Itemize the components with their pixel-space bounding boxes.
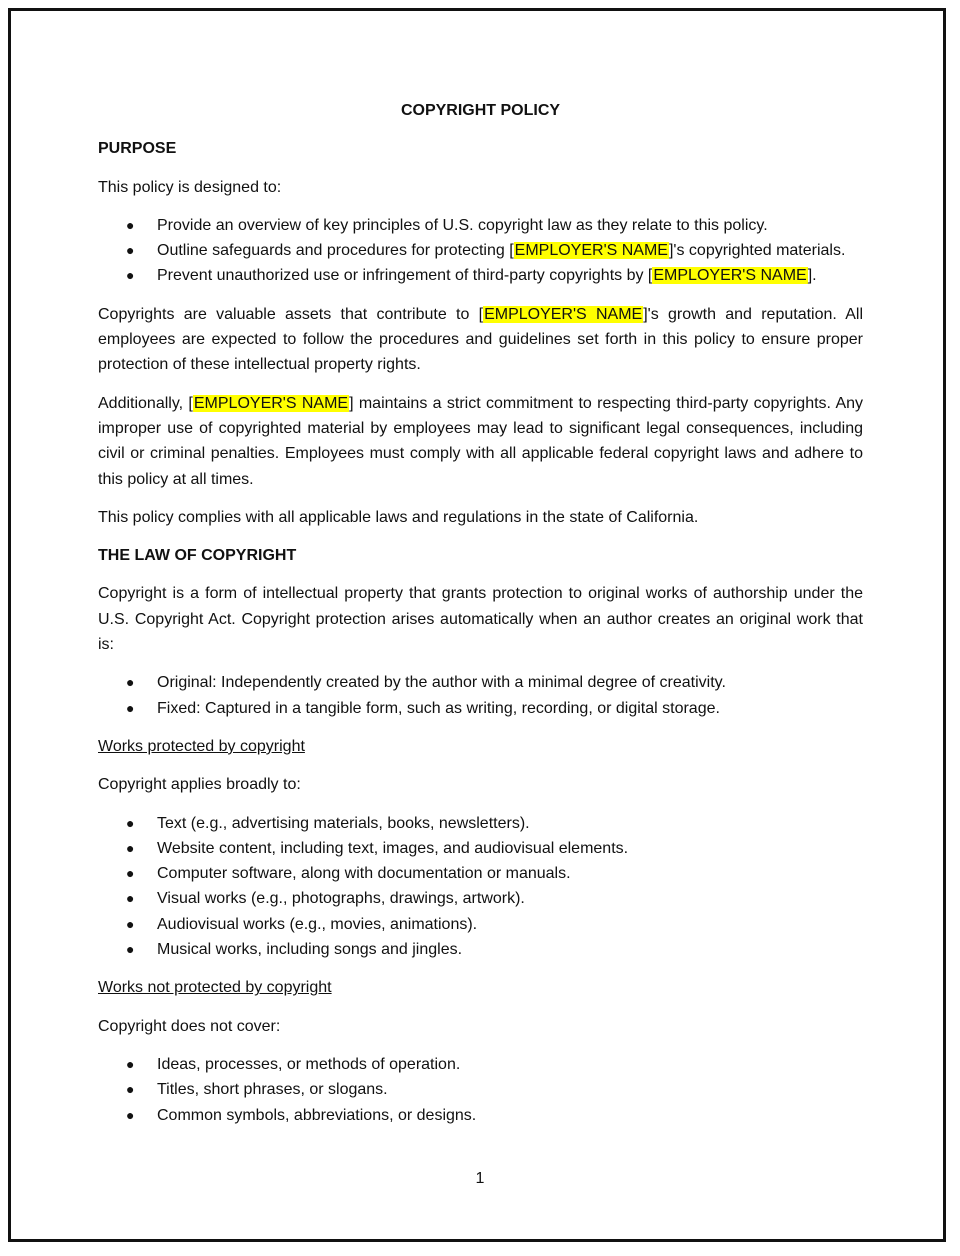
list-item-text: ].	[807, 267, 817, 285]
law-bullet-list	[98, 670, 863, 721]
bullet-icon: ●	[126, 915, 135, 932]
list-item	[98, 1103, 863, 1128]
list-item	[98, 670, 863, 695]
paragraph-text: Additionally, [	[98, 394, 193, 412]
purpose-paragraph-assets	[98, 302, 863, 378]
employer-name-placeholder: EMPLOYER'S NAME	[653, 267, 807, 285]
list-item-text: Text (e.g., advertising materials, books, newsletters).	[157, 814, 530, 832]
bullet-icon: ●	[126, 1081, 135, 1098]
paragraph-text: ]'s growth and reputation. All employees are expected to follow the procedures and guidelines set forth in this policy to ensure proper protection of these intellectual property rights.	[98, 305, 863, 374]
bullet-icon: ●	[126, 865, 135, 882]
list-item	[98, 861, 863, 886]
employer-name-placeholder: EMPLOYER'S NAME	[193, 394, 349, 412]
list-item-text: Common symbols, abbreviations, or designs.	[157, 1106, 477, 1124]
list-item-text: Musical works, including songs and jingles.	[157, 941, 463, 959]
list-item-text: Audiovisual works (e.g., movies, animations).	[157, 915, 478, 933]
list-item-text: Visual works (e.g., photographs, drawings, artwork).	[157, 890, 525, 908]
bullet-icon: ●	[126, 890, 135, 907]
paragraph-text: ] maintains a strict commitment to respecting third-party copyrights. Any improper use of copyrighted material by employees may lead to significant legal consequences, including civil or criminal penalties. Employees must comply with all applicable federal copyright laws and adhere to this policy at all times.	[98, 394, 864, 488]
list-item-text: Ideas, processes, or methods of operation.	[157, 1055, 461, 1073]
purpose-paragraph-compliance: This policy complies with all applicable laws and regulations in the state of California.	[98, 508, 699, 526]
document-body	[98, 98, 863, 1141]
list-item	[98, 912, 863, 937]
purpose-bullet-list	[98, 213, 863, 289]
paragraph-text: Copyrights are valuable assets that contribute to [	[98, 305, 484, 323]
not-protected-works-heading: Works not protected by copyright	[98, 979, 332, 997]
bullet-icon: ●	[126, 839, 135, 856]
list-item-text: ]'s copyrighted materials.	[668, 242, 846, 260]
bullet-icon: ●	[126, 674, 135, 691]
purpose-paragraph-commitment	[98, 391, 863, 492]
document-title: COPYRIGHT POLICY	[400, 102, 561, 119]
not-protected-works-intro: Copyright does not cover:	[98, 1017, 281, 1035]
list-item-text: Computer software, along with documentation or manuals.	[157, 865, 571, 883]
list-item	[98, 836, 863, 861]
list-item-text: Outline safeguards and procedures for protecting [	[157, 242, 514, 260]
list-item	[98, 811, 863, 836]
bullet-icon: ●	[126, 1055, 135, 1072]
employer-name-placeholder: EMPLOYER'S NAME	[484, 305, 643, 323]
employer-name-placeholder: EMPLOYER'S NAME	[514, 242, 668, 260]
list-item	[98, 213, 863, 238]
list-item	[98, 1077, 863, 1102]
protected-works-intro: Copyright applies broadly to:	[98, 776, 301, 794]
list-item-text: Prevent unauthorized use or infringement of third-party copyrights by [	[157, 267, 653, 285]
bullet-icon: ●	[126, 242, 135, 259]
bullet-icon: ●	[126, 1106, 135, 1123]
list-item	[98, 1052, 863, 1077]
protected-works-list	[98, 811, 863, 963]
list-item	[98, 263, 863, 288]
list-item-text: Fixed: Captured in a tangible form, such as writing, recording, or digital storage.	[157, 699, 720, 717]
bullet-icon: ●	[126, 699, 135, 716]
bullet-icon: ●	[126, 941, 135, 958]
list-item	[98, 696, 863, 721]
list-item	[98, 937, 863, 962]
list-item-text: Titles, short phrases, or slogans.	[157, 1081, 388, 1099]
list-item	[98, 886, 863, 911]
law-paragraph: Copyright is a form of intellectual property that grants protection to original works of authorship under the U.S. Copyright Act. Copyright protection arises automatically when an author creates an original work that is:	[98, 585, 863, 654]
page-number: 1	[475, 1170, 485, 1187]
purpose-heading: PURPOSE	[98, 140, 177, 158]
bullet-icon: ●	[126, 267, 135, 284]
purpose-intro: This policy is designed to:	[98, 178, 282, 196]
list-item-text: Website content, including text, images, and audiovisual elements.	[157, 839, 629, 857]
not-protected-works-list	[98, 1052, 863, 1128]
list-item-text: Original: Independently created by the author with a minimal degree of creativity.	[157, 674, 726, 692]
protected-works-heading: Works protected by copyright	[98, 737, 305, 755]
list-item	[98, 238, 863, 263]
list-item-text: Provide an overview of key principles of U.S. copyright law as they relate to this policy.	[157, 216, 768, 234]
bullet-icon: ●	[126, 814, 135, 831]
bullet-icon: ●	[126, 216, 135, 233]
law-heading: THE LAW OF COPYRIGHT	[98, 547, 297, 565]
